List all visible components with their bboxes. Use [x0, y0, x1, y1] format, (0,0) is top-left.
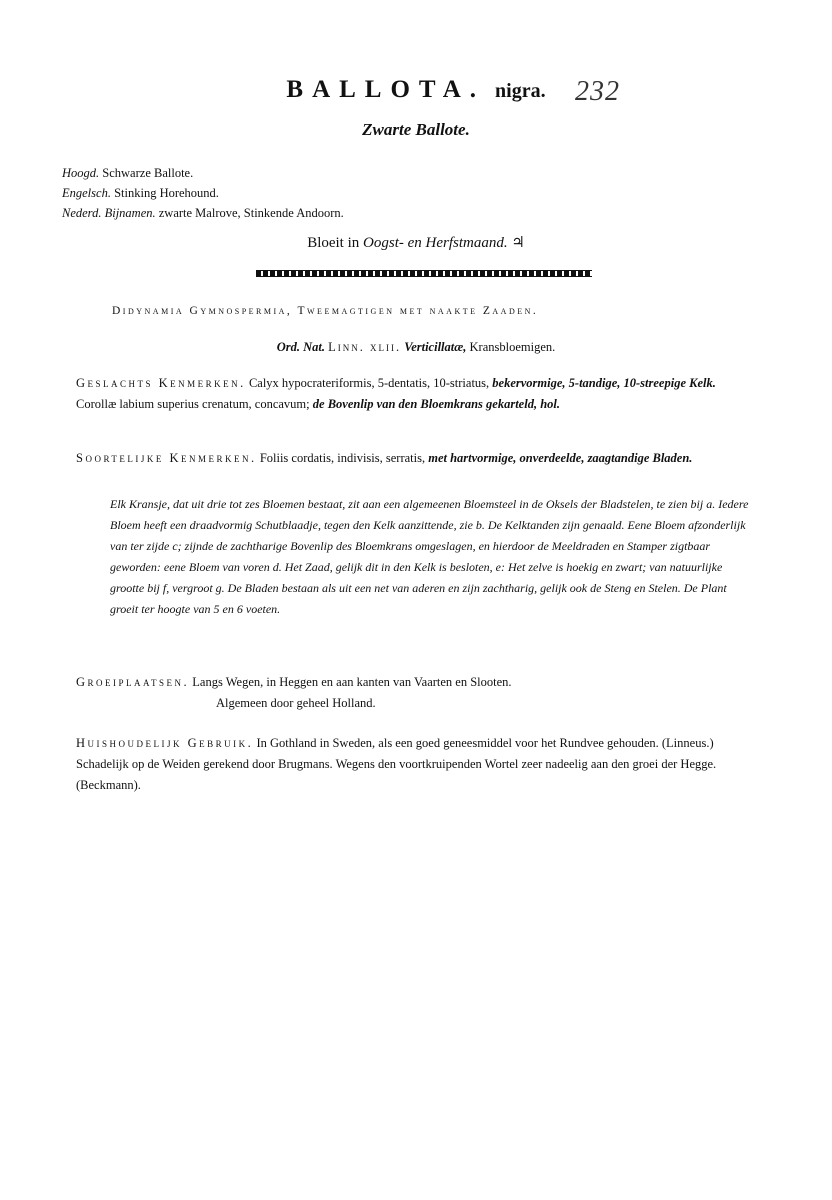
species-name: nigra. — [495, 80, 546, 102]
name-line: Engelsch. Stinking Horehound. — [62, 186, 219, 200]
genus-title: BALLOTA. — [286, 76, 486, 103]
genus-characters: Geslachts Kenmerken. Calyx hypocrateriformis, 5-dentatis, 10-striatus, bekervormige, 5-tandige, 10-streepige Kelk. Corollæ labium superius crenatum, concavum; de Bovenlip van den Bloemkrans gekarteld, hol. — [76, 376, 716, 411]
flowering-line: Bloeit in Oogst- en Herfstmaand. ♃ — [307, 235, 525, 251]
habitat: Groeiplaatsen. Langs Wegen, in Heggen en aan kanten van Vaarten en Slooten. Algemeen door geheel Holland. — [76, 675, 512, 710]
handwritten-number: 232 — [575, 76, 620, 107]
decorative-rule — [256, 270, 592, 277]
name-line: Nederd. Bijnamen. zwarte Malrove, Stinkende Andoorn. — [62, 206, 344, 220]
title-row — [0, 76, 832, 104]
species-characters: Soortelijke Kenmerken. Foliis cordatis, indivisis, serratis, met hartvormige, onverdeelde, zaagtandige Bladen. — [76, 451, 693, 465]
plant-description: Elk Kransje, dat uit drie tot zes Bloemen bestaat, zit aan een algemeenen Bloemsteel in de Oksels der Bladstelen, te zien bij a. Iedere Bloem heeft een draadvormig Schutblaadje, tegen den Kelk aanzittende, zie b. De Kelktanden zijn genaald. Eene Bloem afzonderlijk van ter zijde c; zijnde de zachtharige Bovenlip des Bloemkrans omgeslagen, en hierdoor de Meeldraden en Stamper zigtbaar geworden: eene Bloem van voren d. Het Zaad, gelijk dit in den Kelk is besloten, e: Het zelve is hoekig en zwart; van natuurlijke grootte bij f, vergroot g. De Bladen bestaan als uit een net van aderen en zijn zachtharig, gelijk ook de Steng en Stelen. De Plant groeit ter hoogte van 5 en 6 voeten. — [110, 497, 749, 616]
natural-order: Ord. Nat. Linn. xlii. Verticillatæ, Kransbloemigen. — [276, 340, 556, 354]
name-line: Hoogd. Schwarze Ballote. — [62, 166, 194, 180]
dutch-subtitle: Zwarte Ballote. — [362, 120, 470, 139]
household-use: Huishoudelijk Gebruik. In Gothland in Sweden, als een goed geneesmiddel voor het Rundvee gehouden. (Linneus.) Schadelijk op de Weiden gerekend door Brugmans. Wegens den voortkruipenden Wortel zeer nadeelig aan den groei der Hegge. (Beckmann). — [76, 736, 717, 792]
perennial-symbol: ♃ — [511, 235, 525, 251]
vernacular-names — [62, 163, 344, 223]
linnaean-class: Didynamia Gymnospermia, Tweemagtigen met naakte Zaaden. — [112, 305, 539, 317]
